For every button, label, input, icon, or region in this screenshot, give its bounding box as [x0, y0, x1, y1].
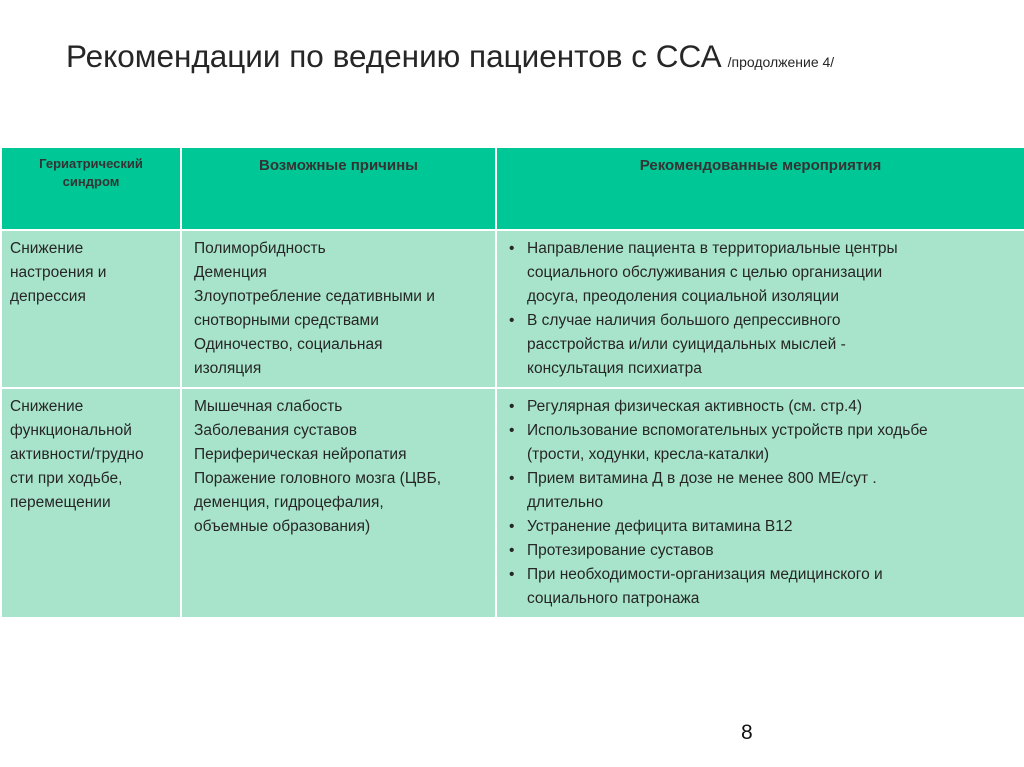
syndrome-line: Снижение — [10, 240, 84, 257]
action-line: социального патронажа — [527, 590, 700, 607]
header-syndrome-line: синдром — [62, 174, 120, 189]
syndrome-line: настроения и — [10, 264, 107, 281]
action-line: (трости, ходунки, кресла-каталки) — [527, 446, 770, 463]
table-row — [1, 388, 1024, 618]
action-item — [503, 419, 1018, 467]
actions-cell — [496, 388, 1024, 618]
cause-line: Заболевания суставов — [194, 422, 357, 439]
cause-line: изоляция — [194, 360, 262, 377]
recommendations-table — [0, 148, 1024, 619]
action-line: • Протезирование суставов — [527, 542, 714, 559]
syndrome-line: перемещении — [10, 494, 111, 511]
syndrome-line: депрессия — [10, 288, 86, 305]
action-line: • Прием витамина Д в дозе не менее 800 МЕ/сут . — [527, 470, 877, 487]
cause-line: Мышечная слабость — [194, 398, 343, 415]
syndrome-cell — [1, 388, 181, 618]
action-line: социального обслуживания с целью организации — [527, 264, 883, 281]
header-causes: Возможные причины — [181, 148, 496, 230]
cause-line: Злоупотребление седативными и — [194, 288, 435, 305]
actions-list — [503, 395, 1018, 611]
action-item — [503, 515, 1018, 539]
action-line: досуга, преодоления социальной изоляции — [527, 288, 839, 305]
cause-line: снотворными средствами — [194, 312, 379, 329]
action-item — [503, 395, 1018, 419]
cause-line: Деменция — [194, 264, 267, 281]
action-item — [503, 563, 1018, 611]
header-syndrome — [1, 148, 181, 230]
action-item — [503, 467, 1018, 515]
title-main: Рекомендации по ведению пациентов с ССА — [66, 38, 722, 74]
cause-line: Полиморбидность — [194, 240, 326, 257]
syndrome-line: сти при ходьбе, — [10, 470, 123, 487]
action-line: расстройства и/или суицидальных мыслей - — [527, 336, 846, 353]
causes-cell — [181, 230, 496, 388]
cause-line: объемные образования) — [194, 518, 371, 535]
action-line: • В случае наличия большого депрессивного — [527, 312, 841, 329]
cause-line: деменция, гидроцефалия, — [194, 494, 384, 511]
actions-list — [503, 237, 1018, 381]
table-header-row — [1, 148, 1024, 230]
action-line: длительно — [527, 494, 604, 511]
causes-cell — [181, 388, 496, 618]
cause-line: Поражение головного мозга (ЦВБ, — [194, 470, 442, 487]
action-line: • Направление пациента в территориальные центры — [527, 240, 898, 257]
syndrome-cell — [1, 230, 181, 388]
action-line: консультация психиатра — [527, 360, 702, 377]
cause-line: Периферическая нейропатия — [194, 446, 407, 463]
action-item — [503, 237, 1018, 309]
header-actions: Рекомендованные мероприятия — [496, 148, 1024, 230]
table-row — [1, 230, 1024, 388]
action-line: • Регулярная физическая активность (см. стр.4) — [527, 398, 863, 415]
header-syndrome-line: Гериатрический — [39, 156, 143, 171]
action-line: • Устранение дефицита витамина В12 — [527, 518, 793, 535]
syndrome-line: Снижение — [10, 398, 84, 415]
action-item — [503, 309, 1018, 381]
actions-cell — [496, 230, 1024, 388]
slide-title — [66, 38, 996, 75]
page-number: 8 — [741, 721, 753, 744]
title-subtitle: /продолжение 4/ — [727, 54, 835, 70]
syndrome-line: активности/трудно — [10, 446, 144, 463]
syndrome-line: функциональной — [10, 422, 132, 439]
action-line: • При необходимости-организация медицинского и — [527, 566, 883, 583]
cause-line: Одиночество, социальная — [194, 336, 383, 353]
action-item — [503, 539, 1018, 563]
action-line: • Использование вспомогательных устройств при ходьбе — [527, 422, 928, 439]
